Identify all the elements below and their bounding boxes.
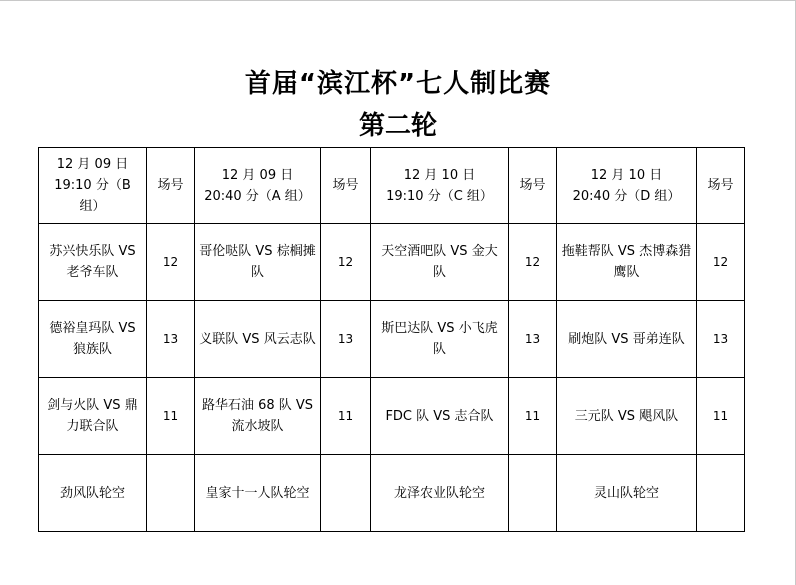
match-number-cell bbox=[697, 455, 745, 532]
match-cell: 剑与火队 VS 鼎力联合队 bbox=[39, 378, 147, 455]
match-number-cell: 12 bbox=[697, 224, 745, 301]
match-cell: 德裕皇玛队 VS 狼族队 bbox=[39, 301, 147, 378]
header-time-group: 20:40 分（A 组） bbox=[204, 188, 311, 204]
round-subtitle: 第二轮 bbox=[358, 111, 437, 141]
match-number-cell bbox=[509, 455, 557, 532]
header-row bbox=[39, 148, 745, 224]
match-number-cell: 13 bbox=[147, 301, 195, 378]
match-number-cell: 13 bbox=[697, 301, 745, 378]
match-number-cell: 13 bbox=[509, 301, 557, 378]
match-number-cell bbox=[147, 455, 195, 532]
header-cell-a-group bbox=[195, 148, 321, 224]
match-number-cell bbox=[321, 455, 371, 532]
header-time-group: 19:10 分（C 组） bbox=[386, 188, 493, 204]
header-cell-d-group bbox=[557, 148, 697, 224]
header-cell-match-no: 场号 bbox=[697, 148, 745, 224]
match-cell: 三元队 VS 飓风队 bbox=[557, 378, 697, 455]
header-cell-match-no: 场号 bbox=[509, 148, 557, 224]
table-row bbox=[39, 455, 745, 532]
header-date: 12 月 09 日 bbox=[221, 167, 294, 183]
match-number-cell: 12 bbox=[509, 224, 557, 301]
table-row bbox=[39, 378, 745, 455]
bye-cell: 龙泽农业队轮空 bbox=[371, 455, 509, 532]
header-time-group: 19:10 分（B 组） bbox=[54, 178, 131, 214]
header-cell-b-group bbox=[39, 148, 147, 224]
match-cell: 刷炮队 VS 哥弟连队 bbox=[557, 301, 697, 378]
header-cell-match-no: 场号 bbox=[147, 148, 195, 224]
match-number-cell: 12 bbox=[321, 224, 371, 301]
table-row bbox=[39, 224, 745, 301]
header-date: 12 月 10 日 bbox=[403, 167, 476, 183]
header-cell-c-group bbox=[371, 148, 509, 224]
table-row bbox=[39, 301, 745, 378]
match-cell: 天空酒吧队 VS 金大队 bbox=[371, 224, 509, 301]
match-number-cell: 13 bbox=[321, 301, 371, 378]
header-date: 12 月 10 日 bbox=[590, 167, 663, 183]
match-number-cell: 12 bbox=[147, 224, 195, 301]
match-cell: 斯巴达队 VS 小飞虎队 bbox=[371, 301, 509, 378]
match-cell: 拖鞋帮队 VS 杰博森猎鹰队 bbox=[557, 224, 697, 301]
match-number-cell: 11 bbox=[509, 378, 557, 455]
match-number-cell: 11 bbox=[321, 378, 371, 455]
bye-cell: 皇家十一人队轮空 bbox=[195, 455, 321, 532]
header-date: 12 月 09 日 bbox=[56, 157, 129, 172]
match-cell: 苏兴快乐队 VS 老爷车队 bbox=[39, 224, 147, 301]
header-time-group: 20:40 分（D 组） bbox=[572, 188, 681, 204]
match-cell: 义联队 VS 风云志队 bbox=[195, 301, 321, 378]
match-cell: 路华石油 68 队 VS 流水坡队 bbox=[195, 378, 321, 455]
page-top-edge bbox=[0, 0, 796, 1]
match-number-cell: 11 bbox=[147, 378, 195, 455]
match-number-cell: 11 bbox=[697, 378, 745, 455]
match-cell: 哥伦哒队 VS 棕榈摊队 bbox=[195, 224, 321, 301]
header-cell-match-no: 场号 bbox=[321, 148, 371, 224]
page-title: 首届“滨江杯”七人制比赛 bbox=[244, 69, 552, 99]
bye-cell: 灵山队轮空 bbox=[557, 455, 697, 532]
match-cell: FDC 队 VS 志合队 bbox=[371, 378, 509, 455]
bye-cell: 劲风队轮空 bbox=[39, 455, 147, 532]
schedule-table bbox=[38, 147, 745, 532]
